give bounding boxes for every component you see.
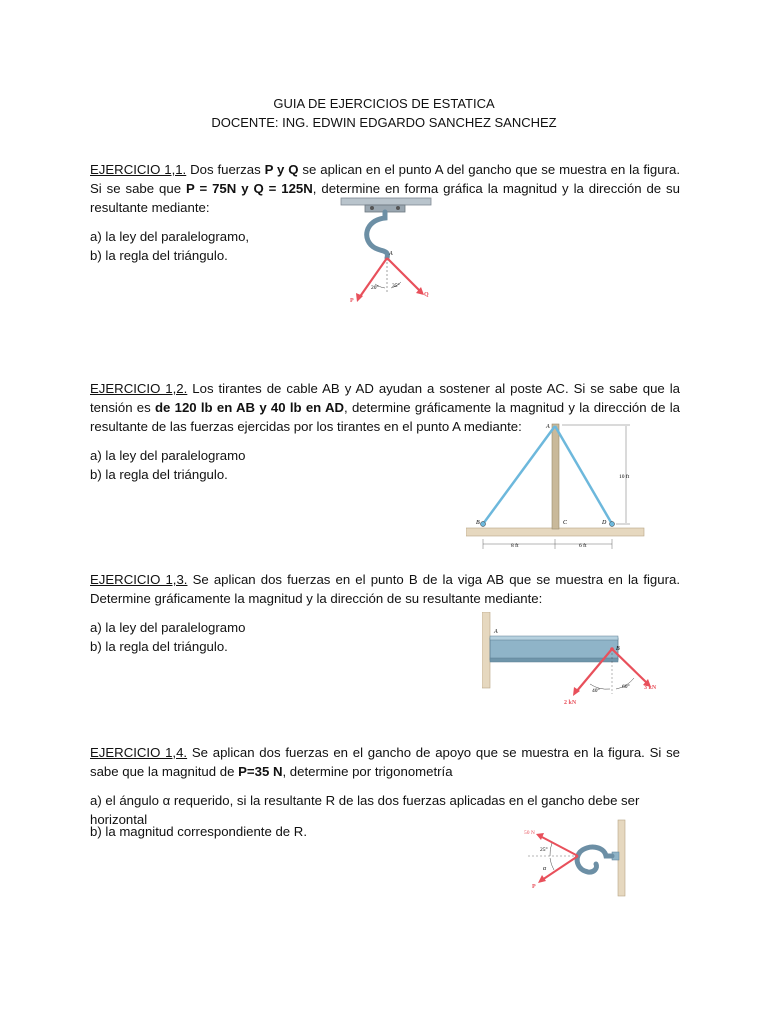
exercise-1-2-item-a: a) la ley del paralelogramo	[90, 448, 246, 463]
bolt	[370, 206, 374, 210]
bold-text: P y Q	[264, 162, 299, 177]
exercise-1-2-label: EJERCICIO 1,2.	[90, 381, 188, 396]
force-50n-arrow	[540, 836, 578, 856]
point-b-label: B	[476, 520, 480, 526]
hook-figure	[335, 196, 440, 308]
exercise-1-3-label: EJERCICIO 1,3.	[90, 572, 188, 587]
exercise-1-4-label: EJERCICIO 1,4.	[90, 745, 188, 760]
anchor-b	[481, 522, 486, 527]
exercise-1-1-item-b: b) la regla del triángulo.	[90, 248, 228, 263]
pole-ac	[552, 424, 559, 529]
text: Se aplican dos fuerzas en el gancho de apoyo que se muestra en la figura. Si se sabe que la magnitud de	[90, 745, 680, 780]
text: Se aplican dos fuerzas en el punto B de la viga AB que se muestra en la figura. Determine gráficamente la magnitud y la dirección de su resultante mediante:	[90, 572, 680, 607]
force-p-arrow	[542, 856, 578, 880]
support-hook-figure	[518, 818, 632, 898]
beam-figure	[482, 612, 668, 706]
text: Los tirantes de cable AB y AD ayudan a sostener al poste AC. Si se sabe que la tensión es	[90, 381, 680, 416]
pole-cables-figure	[466, 418, 652, 552]
angle-35-label: 35°	[392, 283, 400, 289]
point-a-label: A	[546, 424, 550, 430]
point-a-label: A	[494, 629, 498, 635]
text: Dos fuerzas	[186, 162, 265, 177]
angle-40-label: 40°	[592, 688, 600, 694]
exercise-1-3-statement	[90, 570, 680, 608]
hook-body	[367, 212, 388, 258]
document-title: GUIA DE EJERCICIOS DE ESTATICA	[273, 96, 495, 111]
exercise-1-4-item-b: b) la magnitud correspondiente de R.	[90, 824, 307, 839]
cable-ab	[483, 426, 555, 524]
angle-arc	[550, 843, 552, 856]
exercise-1-2-item-b: b) la regla del triángulo.	[90, 467, 228, 482]
exercise-1-4-item-a: a) el ángulo α requerido, si la resultante R de las dos fuerzas aplicadas en el gancho debe ser horizontal	[90, 793, 640, 827]
point-a-label: A	[389, 251, 393, 257]
span-8ft-label: 8 ft	[511, 543, 519, 549]
anchor-d	[610, 522, 615, 527]
bold-text: P=35 N	[238, 764, 283, 780]
text: se aplican en el punto A del gancho que se muestra en la figura. Si se sabe que	[90, 162, 680, 197]
force-p-label: P	[532, 884, 536, 890]
angle-60-label: 60°	[622, 684, 630, 690]
exercise-1-1-item-a: a) la ley del paralelogramo,	[90, 229, 250, 244]
span-6ft-label: 6 ft	[579, 543, 587, 549]
point-d-label: D	[602, 520, 607, 526]
text: , determine en forma gráfica la magnitud y la dirección de su resultante mediante:	[90, 181, 680, 216]
text: , determine gráficamente la magnitud y la dirección de la resultante de las fuerzas ejercidas por los tirantes en el punto A mediante:	[90, 400, 680, 435]
point-c-label: C	[563, 520, 568, 526]
cable-ad	[555, 426, 612, 524]
force-3kn-label: 3 kN	[644, 685, 657, 691]
exercise-1-4-statement	[90, 743, 680, 781]
force-50n-label: 50 N	[524, 830, 535, 836]
exercise-1-3-item-a: a) la ley del paralelogramo	[90, 620, 246, 635]
beam-ab	[490, 638, 618, 660]
force-p-label: P	[350, 298, 354, 304]
bold-text: de 120 lb en AB y 40 lb en AD	[154, 400, 345, 416]
docente-line: DOCENTE: ING. EDWIN EDGARDO SANCHEZ SANCHEZ	[211, 115, 557, 130]
beam-flange	[490, 658, 618, 662]
point-b-label: B	[616, 646, 620, 652]
hook-body	[577, 847, 612, 872]
bold-text: P = 75N y Q = 125N	[185, 181, 313, 197]
text: , determine por trigonometría	[282, 764, 453, 780]
exercise-1-1-label: EJERCICIO 1,1.	[90, 162, 187, 177]
ceiling-plate	[341, 198, 431, 205]
bolt	[396, 206, 400, 210]
exercise-1-3-item-b: b) la regla del triángulo.	[90, 639, 228, 654]
height-10ft-label: 10 ft	[619, 474, 630, 480]
force-q-label: Q	[424, 292, 429, 298]
wall	[482, 612, 490, 688]
force-3kn-arrow	[612, 649, 648, 684]
angle-25-label: 25°	[540, 847, 548, 853]
force-p-arrow	[359, 258, 387, 298]
angle-alpha-label: α	[543, 866, 547, 872]
angle-20-label: 20°	[371, 285, 379, 291]
angle-arc	[550, 858, 554, 870]
beam-flange	[490, 636, 618, 640]
force-2kn-label: 2 kN	[564, 700, 577, 706]
